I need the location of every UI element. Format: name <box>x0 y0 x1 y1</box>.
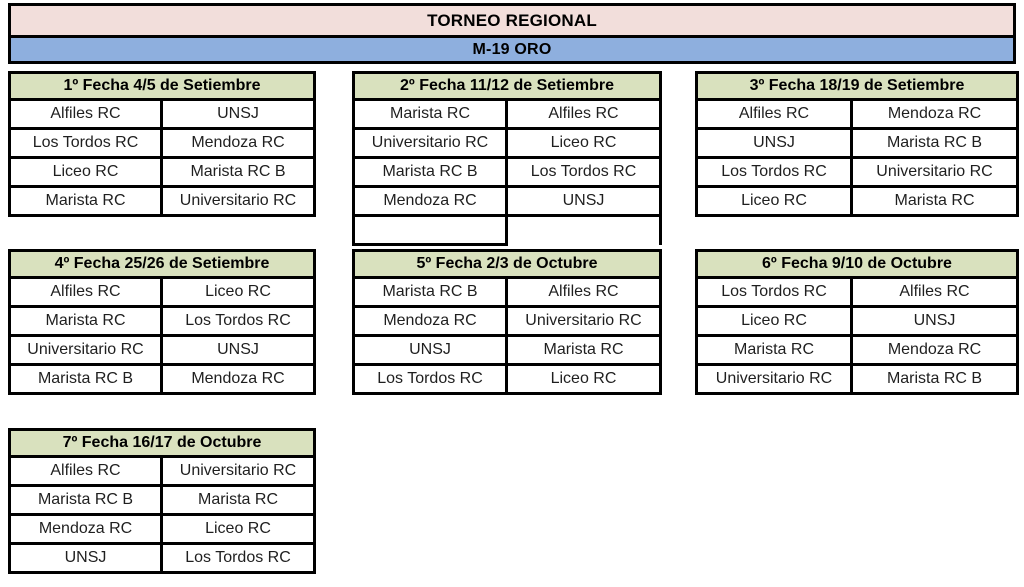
match-cell: UNSJ <box>697 129 852 158</box>
fixture-fecha-2 <box>352 71 662 246</box>
match-cell: Mendoza RC <box>852 336 1018 365</box>
match-cell: Los Tordos RC <box>507 158 661 187</box>
match-cell: Mendoza RC <box>852 100 1018 129</box>
match-cell: Los Tordos RC <box>162 544 315 573</box>
match-row <box>697 129 1018 158</box>
match-cell: Los Tordos RC <box>697 278 852 307</box>
fecha-7-title: 7º Fecha 16/17 de Octubre <box>10 430 315 457</box>
match-row <box>354 365 661 394</box>
fixture-fecha-6 <box>695 249 1019 395</box>
match-cell: Alfiles RC <box>10 278 162 307</box>
match-row <box>10 336 315 365</box>
match-cell: Mendoza RC <box>162 129 315 158</box>
match-row <box>697 307 1018 336</box>
match-cell: Marista RC <box>10 187 162 216</box>
match-cell: Universitario RC <box>162 457 315 486</box>
match-cell: Marista RC B <box>852 365 1018 394</box>
match-cell: Liceo RC <box>697 187 852 216</box>
match-cell: Marista RC <box>507 336 661 365</box>
match-cell: Liceo RC <box>10 158 162 187</box>
fixture-fecha-3 <box>695 71 1019 217</box>
match-cell: Marista RC B <box>162 158 315 187</box>
match-row <box>10 278 315 307</box>
match-cell: Los Tordos RC <box>10 129 162 158</box>
match-cell: Universitario RC <box>852 158 1018 187</box>
match-row <box>697 365 1018 394</box>
match-row <box>697 187 1018 216</box>
match-row <box>354 307 661 336</box>
match-row <box>10 129 315 158</box>
match-cell: Universitario RC <box>697 365 852 394</box>
match-row <box>10 158 315 187</box>
fixture-fecha-4 <box>8 249 316 395</box>
match-cell: Universitario RC <box>507 307 661 336</box>
match-row <box>697 278 1018 307</box>
match-cell: Universitario RC <box>162 187 315 216</box>
match-row <box>10 515 315 544</box>
match-cell: UNSJ <box>162 100 315 129</box>
match-cell: Liceo RC <box>507 365 661 394</box>
fixture-fecha-1 <box>8 71 316 217</box>
match-cell: Mendoza RC <box>10 515 162 544</box>
empty-cell <box>507 216 661 245</box>
tournament-title: TORNEO REGIONAL <box>11 6 1013 35</box>
match-row <box>697 336 1018 365</box>
match-cell: Marista RC B <box>354 278 507 307</box>
match-row <box>697 158 1018 187</box>
match-cell: Liceo RC <box>162 515 315 544</box>
match-cell: Mendoza RC <box>354 187 507 216</box>
match-cell: Liceo RC <box>507 129 661 158</box>
match-row <box>10 544 315 573</box>
match-cell: Los Tordos RC <box>354 365 507 394</box>
match-row <box>354 158 661 187</box>
match-cell: Alfiles RC <box>852 278 1018 307</box>
match-cell: Alfiles RC <box>10 457 162 486</box>
match-row <box>697 100 1018 129</box>
fecha-1-title: 1º Fecha 4/5 de Setiembre <box>10 73 315 100</box>
match-row <box>10 457 315 486</box>
match-row <box>354 278 661 307</box>
match-row <box>354 336 661 365</box>
fecha-6-title: 6º Fecha 9/10 de Octubre <box>697 251 1018 278</box>
match-cell: Alfiles RC <box>10 100 162 129</box>
match-cell: UNSJ <box>162 336 315 365</box>
match-cell: Alfiles RC <box>507 100 661 129</box>
match-cell: Marista RC <box>852 187 1018 216</box>
fecha-2-title: 2º Fecha 11/12 de Setiembre <box>354 73 661 100</box>
match-cell: Los Tordos RC <box>162 307 315 336</box>
match-row <box>10 307 315 336</box>
match-cell: Universitario RC <box>354 129 507 158</box>
match-cell: UNSJ <box>507 187 661 216</box>
match-cell: UNSJ <box>852 307 1018 336</box>
fecha-4-title: 4º Fecha 25/26 de Setiembre <box>10 251 315 278</box>
match-cell: Marista RC <box>162 486 315 515</box>
match-cell: Mendoza RC <box>354 307 507 336</box>
empty-cell <box>354 216 507 245</box>
fecha-3-title: 3º Fecha 18/19 de Setiembre <box>697 73 1018 100</box>
match-row <box>354 187 661 216</box>
match-cell: Marista RC B <box>10 486 162 515</box>
match-cell: Liceo RC <box>162 278 315 307</box>
match-cell: Los Tordos RC <box>697 158 852 187</box>
tournament-banner <box>8 3 1016 64</box>
match-cell: Marista RC <box>354 100 507 129</box>
match-row <box>10 100 315 129</box>
match-cell: Marista RC <box>697 336 852 365</box>
empty-row <box>354 216 661 245</box>
match-cell: Liceo RC <box>697 307 852 336</box>
match-row <box>354 129 661 158</box>
match-cell: Alfiles RC <box>697 100 852 129</box>
fecha-5-title: 5º Fecha 2/3 de Octubre <box>354 251 661 278</box>
match-cell: Mendoza RC <box>162 365 315 394</box>
match-cell: Marista RC <box>10 307 162 336</box>
match-cell: Marista RC B <box>852 129 1018 158</box>
match-cell: Marista RC B <box>354 158 507 187</box>
fixture-fecha-5 <box>352 249 662 395</box>
match-cell: Marista RC B <box>10 365 162 394</box>
match-row <box>10 486 315 515</box>
match-cell: UNSJ <box>10 544 162 573</box>
fixture-fecha-7 <box>8 428 316 574</box>
category-title: M-19 ORO <box>11 35 1013 61</box>
match-row <box>10 365 315 394</box>
match-cell: Alfiles RC <box>507 278 661 307</box>
match-cell: UNSJ <box>354 336 507 365</box>
match-cell: Universitario RC <box>10 336 162 365</box>
match-row <box>10 187 315 216</box>
match-row <box>354 100 661 129</box>
